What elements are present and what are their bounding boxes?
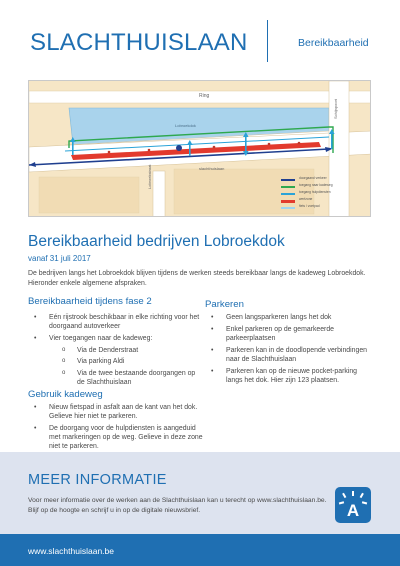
legend-label: doorgaand verkeer <box>299 176 327 180</box>
list-item: • Enkel parkeren op de gemarkeerde parkeerplaatsen <box>205 325 375 343</box>
header-divider <box>267 20 268 62</box>
list-item: • Nieuw fietspad in asfalt aan de kant van het dok. Gelieve hier niet te parkeren. <box>28 403 208 421</box>
map-label-dock: Lobroekdok <box>175 123 196 128</box>
antwerp-logo <box>335 487 371 523</box>
list-item: • Parkeren kan op de nieuwe pocket-parking langs het dok. Hier zijn 123 plaatsen. <box>205 367 375 385</box>
footer-link[interactable]: www.slachthuislaan.be <box>28 546 114 556</box>
info-title: MEER INFORMATIE <box>28 472 167 488</box>
list-item: • Vier toegangen naar de kadeweg: <box>28 334 203 343</box>
list-item: • Parkeren kan in de doodlopende verbindingen naar de Slachthuislaan <box>205 346 375 364</box>
kadeweg-heading: Gebruik kadeweg <box>28 389 103 400</box>
phase-list <box>28 313 203 390</box>
page-footer <box>0 534 400 566</box>
legend-label: werfzone <box>299 197 313 201</box>
info-band <box>0 452 400 534</box>
site-map <box>28 80 371 217</box>
legend-item <box>281 191 361 198</box>
list-item: • Geen langsparkeren langs het dok <box>205 313 375 322</box>
legend-item <box>281 205 361 212</box>
main-heading: Bereikbaarheid bedrijven Lobroekdok <box>28 233 285 250</box>
list-subitem: o Via de Denderstraat <box>28 346 203 355</box>
intro-text: De bedrijven langs het Lobroekdok blijven tijdens de werken steeds bereikbaar langs de kadeweg Lobroekdok. Hieronder enkele algemene afspraken. <box>28 270 366 288</box>
list-subitem: o Via de twee bestaande doorgangen op de Slachthuislaan <box>28 369 203 387</box>
page-title: SLACHTHUISLAAN <box>30 29 248 56</box>
legend-swatch <box>281 186 295 188</box>
info-text: Voor meer informatie over de werken aan de Slachthuislaan kan u terecht op www.slachthuislaan.be. Blijf op de hoogte en schrijf u in op de digitale nieuwsbrief. <box>28 497 327 514</box>
legend-swatch <box>281 193 295 195</box>
map-label-ring: Ring <box>199 93 210 99</box>
legend-label: fiets / voetpad <box>299 204 320 208</box>
logo-letter: A <box>346 501 360 520</box>
list-item: • Eén rijstrook beschikbaar in elke richting voor het doorgaand autoverkeer <box>28 313 203 331</box>
map-label-right-street: Schijnpoort <box>333 98 338 119</box>
legend-swatch <box>281 207 295 209</box>
parking-list <box>205 313 375 387</box>
legend-label: toegang naar kadeweg <box>299 183 333 187</box>
logo-icon <box>335 487 371 523</box>
map-label-side-street: Lobroekstraat <box>147 164 152 189</box>
list-item: • De doorgang voor de hulpdiensten is aangeduid met markeringen op de weg. Gelieve in deze zone niet te parkeren. <box>28 424 208 452</box>
legend-label: toegang hulpdiensten <box>299 190 331 194</box>
parking-heading: Parkeren <box>205 299 244 310</box>
map-label-main-street: slachthuislaan <box>199 166 225 171</box>
phase-heading: Bereikbaarheid tijdens fase 2 <box>28 296 152 307</box>
legend-swatch <box>281 179 295 181</box>
start-date: vanaf 31 juli 2017 <box>28 254 91 263</box>
kadeweg-list <box>28 403 208 454</box>
page-header <box>0 0 400 72</box>
legend-swatch <box>281 200 295 203</box>
legend-item <box>281 198 361 205</box>
list-subitem: o Via parking Aldi <box>28 357 203 366</box>
section-label: Bereikbaarheid <box>298 37 369 49</box>
